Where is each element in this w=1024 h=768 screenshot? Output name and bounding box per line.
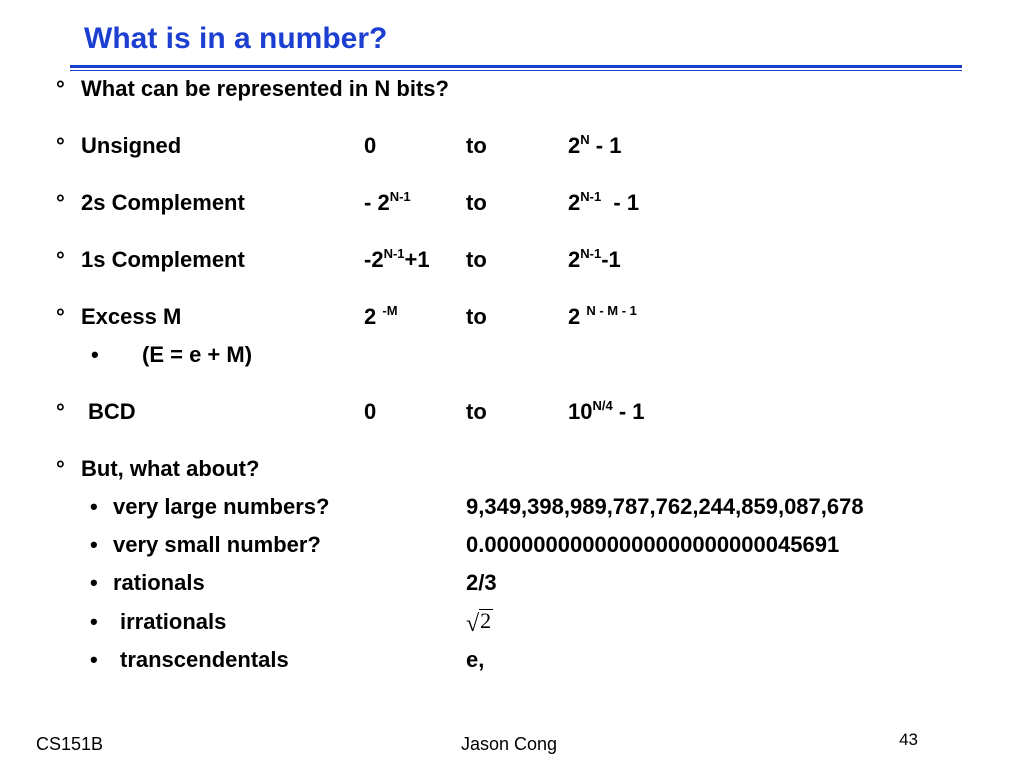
range-upto: [568, 133, 621, 159]
row-label: BCD: [88, 399, 136, 424]
radical-sign: √: [466, 611, 480, 637]
upto-base: 2: [568, 133, 581, 158]
upto-exponent: N-1: [580, 245, 602, 261]
title-rule-thick: [70, 65, 962, 68]
list-item: [0, 647, 1024, 673]
upto-tail: - 1: [589, 133, 622, 158]
upto-tail: - 1: [601, 190, 640, 215]
sub-bullet-dot: •: [91, 342, 99, 367]
range-row-unsigned: [0, 133, 1024, 159]
range-to-word: to: [466, 399, 487, 424]
from-base: 2: [364, 304, 383, 329]
item-label: rationals: [113, 570, 205, 595]
item-value: 0.00000000000000000000000045691: [466, 532, 840, 557]
item-value: e,: [466, 647, 485, 672]
upto-exponent: N - M - 1: [586, 302, 637, 318]
range-to-word: to: [466, 247, 487, 272]
bullet-mark: °: [56, 304, 65, 329]
range-row-2s-complement: [0, 190, 1024, 216]
list-item: [0, 532, 1024, 558]
but-heading: But, what about?: [81, 456, 260, 481]
item-label: transcendentals: [120, 647, 289, 672]
list-item: [0, 609, 1024, 635]
upto-exponent: N/4: [592, 397, 613, 413]
range-from: [364, 247, 430, 273]
item-label: irrationals: [120, 609, 227, 634]
sub-bullet-dot: •: [90, 609, 98, 634]
sqrt-expression: [466, 608, 492, 637]
range-from: 0: [364, 133, 377, 158]
list-item: [0, 570, 1024, 596]
page-number: 43: [899, 730, 918, 749]
bullet-mark: °: [56, 247, 65, 272]
upto-exponent: N: [580, 131, 590, 147]
bullet-mark: °: [56, 456, 65, 481]
upto-exponent: N-1: [580, 188, 602, 204]
upto-tail: -1: [601, 247, 621, 272]
footer-author: Jason Cong: [461, 734, 558, 754]
from-exponent: -M: [382, 302, 398, 318]
item-label: very large numbers?: [113, 494, 330, 519]
range-upto: [568, 190, 639, 216]
radicand: 2: [480, 608, 492, 633]
excess-note-text: (E = e + M): [142, 342, 253, 367]
range-from: [364, 304, 398, 330]
range-to-word: to: [466, 190, 487, 215]
bullet-mark: °: [56, 76, 65, 101]
from-exponent: N-1: [389, 188, 411, 204]
range-upto: [568, 304, 637, 330]
question-line: [0, 76, 1024, 102]
sub-bullet-dot: •: [90, 494, 98, 519]
bullet-mark: °: [56, 399, 65, 424]
upto-base: 2: [568, 304, 587, 329]
from-base: - 2: [364, 190, 390, 215]
bullet-mark: °: [56, 190, 65, 215]
item-value: 2/3: [466, 570, 497, 595]
row-label: Unsigned: [81, 133, 182, 158]
excess-note-line: [0, 342, 1024, 368]
item-value: 9,349,398,989,787,762,244,859,087,678: [466, 494, 864, 519]
range-row-bcd: [0, 399, 1024, 425]
upto-base: 2: [568, 247, 581, 272]
but-heading-line: [0, 456, 1024, 482]
upto-base: 10: [568, 399, 593, 424]
range-from: [364, 190, 411, 216]
range-to-word: to: [466, 304, 487, 329]
range-row-1s-complement: [0, 247, 1024, 273]
list-item: [0, 494, 1024, 520]
bullet-mark: °: [56, 133, 65, 158]
slide-title: What is in a number?: [84, 22, 388, 55]
footer-course: CS151B: [36, 734, 104, 754]
upto-base: 2: [568, 190, 581, 215]
sub-bullet-dot: •: [90, 570, 98, 595]
from-exponent: N-1: [383, 245, 405, 261]
sub-bullet-dot: •: [90, 647, 98, 672]
item-label: very small number?: [113, 532, 321, 557]
row-label: 1s Complement: [81, 247, 245, 272]
range-row-excess-m: [0, 304, 1024, 330]
from-tail: +1: [404, 247, 430, 272]
title-rule-thin: [70, 70, 962, 71]
upto-tail: - 1: [612, 399, 645, 424]
row-label: Excess M: [81, 304, 182, 329]
question-text: What can be represented in N bits?: [81, 76, 449, 101]
range-from: 0: [364, 399, 377, 424]
range-to-word: to: [466, 133, 487, 158]
from-base: -2: [364, 247, 384, 272]
range-upto: [568, 399, 645, 425]
range-upto: [568, 247, 621, 273]
sub-bullet-dot: •: [90, 532, 98, 557]
row-label: 2s Complement: [81, 190, 245, 215]
